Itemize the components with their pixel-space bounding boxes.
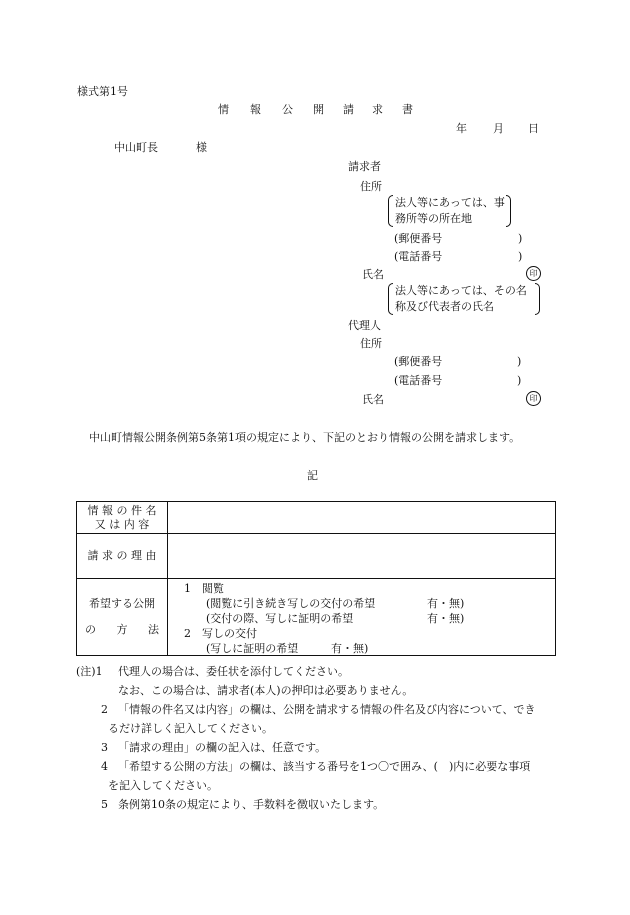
addressee-honorific: 様 xyxy=(196,141,207,154)
reason-field[interactable] xyxy=(168,534,556,579)
option-view-copy-wish: (閲覧に引き続き写しの交付の希望 xyxy=(206,597,376,610)
title-char: 公 xyxy=(282,103,293,116)
left-brace xyxy=(388,195,393,227)
corp-name-note: 法人等にあっては、その名 xyxy=(395,284,527,297)
corp-address-note: 法人等にあっては、事 xyxy=(395,196,505,209)
yes-no-choice[interactable]: 有・無) xyxy=(331,642,369,655)
subject-field[interactable] xyxy=(168,502,556,534)
agent-phone-label: (電話番号 xyxy=(394,374,443,387)
left-brace xyxy=(388,283,393,315)
note-text: なお、この場合は、請求者(本人)の押印は必要ありません。 xyxy=(118,684,414,697)
note-text: 「請求の理由」の欄の記入は、任意です。 xyxy=(118,741,327,754)
yes-no-choice[interactable]: 有・無) xyxy=(427,597,465,610)
note-text: 代理人の場合は、委任状を添付してください。 xyxy=(118,665,349,678)
requester-postal-label: (郵便番号 xyxy=(394,232,443,245)
note-text: 「情報の件名又は内容」の欄は、公開を請求する情報の件名及び内容について、でき xyxy=(118,703,536,716)
option-view: 1 閲覧 xyxy=(184,582,224,595)
yes-no-choice[interactable]: 有・無) xyxy=(427,612,465,625)
seal-mark: 印 xyxy=(526,391,541,406)
agent-postal-label: (郵便番号 xyxy=(394,355,443,368)
title-char: 情 xyxy=(218,103,229,116)
corp-address-note: 務所等の所在地 xyxy=(395,212,472,225)
note-text: 「希望する公開の方法」の欄は、該当する番号を1つ〇で囲み、( )内に必要な事項 xyxy=(118,760,531,773)
seal-mark: 印 xyxy=(526,266,541,281)
title-char: 求 xyxy=(372,103,383,116)
label-line: 情 報 の 件 名 xyxy=(87,503,157,517)
date-month: 月 xyxy=(493,122,504,135)
option-copy-certify-wish: (写しに証明の希望 xyxy=(206,642,299,655)
requester-phone-label: (電話番号 xyxy=(394,250,443,263)
title-char: 報 xyxy=(250,103,261,116)
requester-address-label: 住所 xyxy=(360,180,382,193)
label-char: 法 xyxy=(148,623,159,636)
date-day: 日 xyxy=(528,122,539,135)
requester-name-label: 氏名 xyxy=(362,268,384,281)
title-char: 開 xyxy=(313,103,324,116)
ki-heading: 記 xyxy=(307,469,318,482)
note-text: を記入してください。 xyxy=(108,779,218,792)
right-brace xyxy=(506,195,511,227)
note-text: るだけ詳しく記入してください。 xyxy=(108,722,273,735)
title-char: 請 xyxy=(343,103,354,116)
label-char: 方 xyxy=(116,623,128,636)
close-paren: ) xyxy=(518,232,523,245)
reason-label: 請 求 の 理 由 xyxy=(77,534,168,579)
request-statement: 中山町情報公開条例第5条第1項の規定により、下記のとおり情報の公開を請求します。 xyxy=(89,431,521,444)
form-number: 様式第1号 xyxy=(77,85,128,98)
note-number: 5 xyxy=(101,798,108,811)
note-number: 4 xyxy=(101,760,108,773)
method-label xyxy=(77,579,168,656)
option-copy: 2 写しの交付 xyxy=(184,627,257,640)
close-paren: ) xyxy=(518,250,523,263)
label-char: の xyxy=(85,623,96,636)
label-line xyxy=(77,623,167,637)
title-char: 書 xyxy=(402,103,413,116)
close-paren: ) xyxy=(517,355,522,368)
label-line: 又 は 内 容 xyxy=(94,517,150,531)
method-field[interactable] xyxy=(168,579,556,656)
agent-name-label: 氏名 xyxy=(362,393,384,406)
agent-heading: 代理人 xyxy=(348,319,381,332)
close-paren: ) xyxy=(517,374,522,387)
note-number: 3 xyxy=(101,741,108,754)
note-prefix: (注)1 xyxy=(76,665,103,678)
right-brace xyxy=(535,283,540,315)
subject-label xyxy=(77,502,168,534)
agent-address-label: 住所 xyxy=(360,337,382,350)
corp-name-note: 称及び代表者の氏名 xyxy=(395,300,494,313)
addressee-name: 中山町長 xyxy=(114,141,158,154)
note-number: 2 xyxy=(101,703,108,716)
note-text: 条例第10条の規定により、手数料を徴収いたします。 xyxy=(118,798,385,811)
option-certify-wish: (交付の際、写しに証明の希望 xyxy=(206,612,354,625)
label-line: 希望する公開 xyxy=(89,597,155,610)
requester-heading: 請求者 xyxy=(348,160,381,173)
request-table xyxy=(76,501,556,656)
date-year: 年 xyxy=(456,122,467,135)
